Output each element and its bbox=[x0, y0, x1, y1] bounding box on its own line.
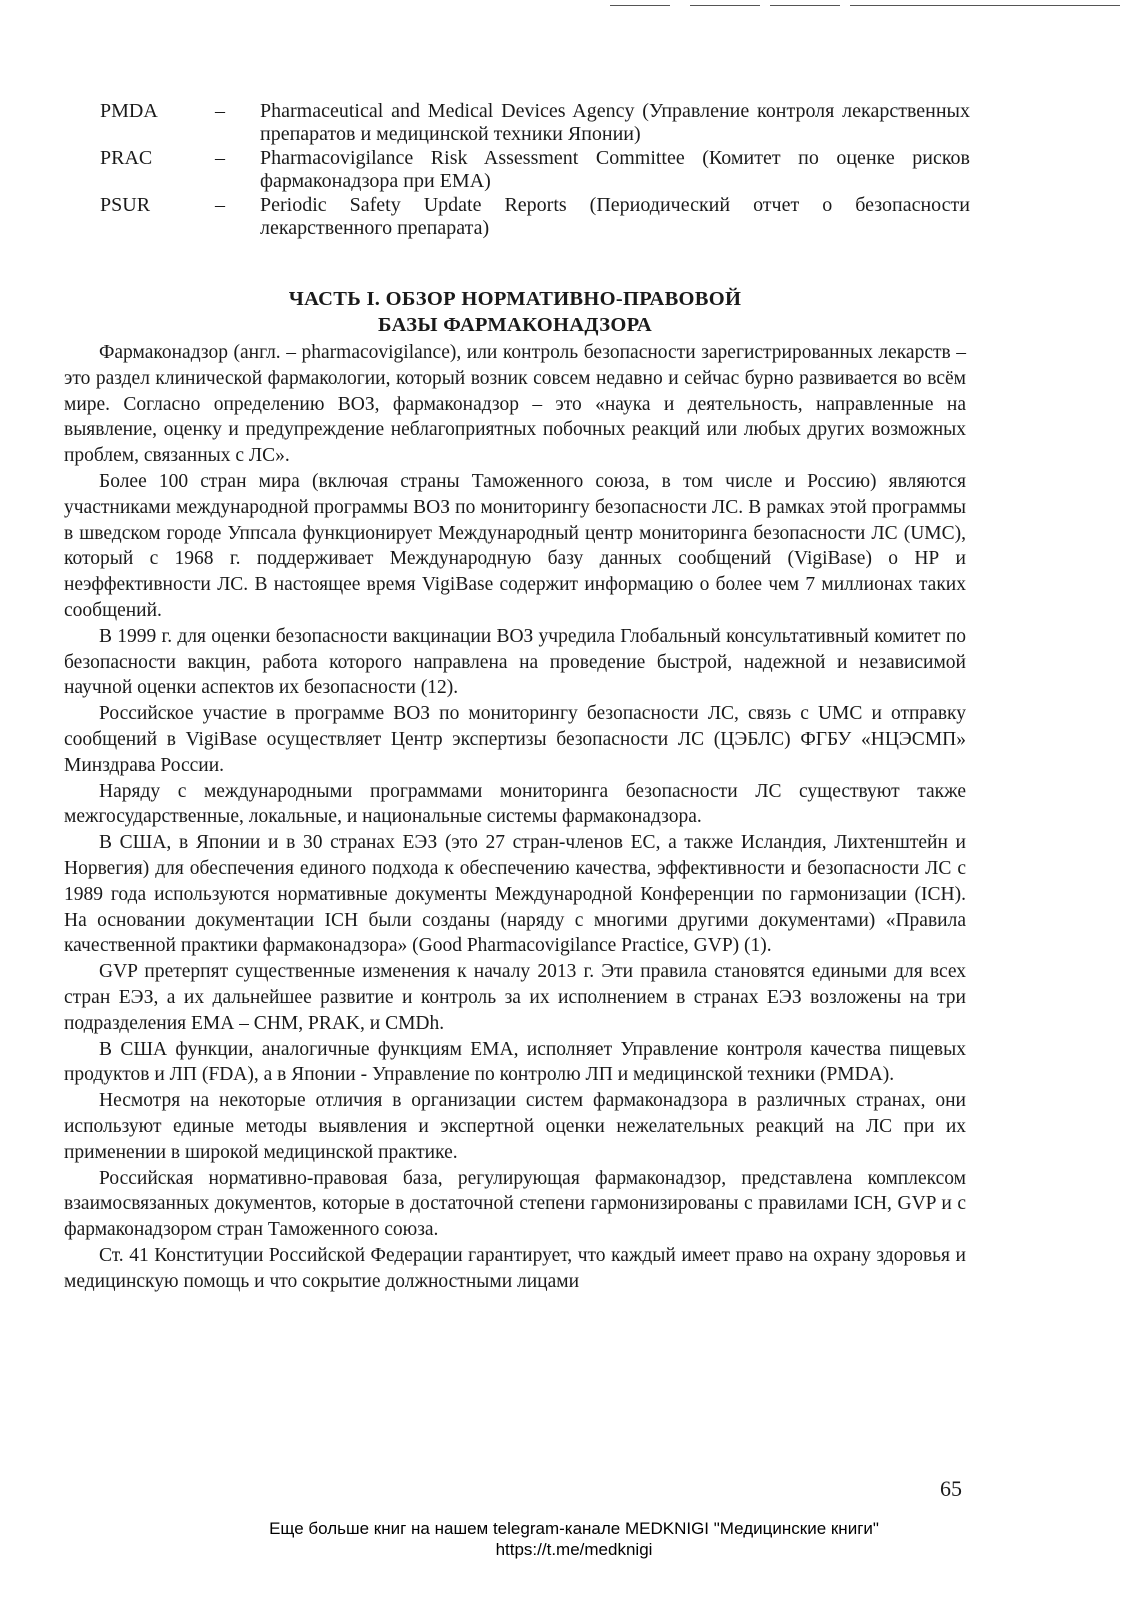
abbreviation: PMDA bbox=[100, 100, 158, 122]
top-rule bbox=[690, 5, 760, 6]
top-rule bbox=[610, 5, 670, 6]
paragraph: В США функции, аналогичные функциям ЕМА, исполняет Управление контроля качества пищевых продуктов и ЛП (FDA), а в Японии - Управление по контролю ЛП и медицинской техники (PMDA). bbox=[64, 1038, 966, 1086]
top-rule bbox=[770, 5, 840, 6]
abbreviation-definition: Pharmacovigilance Risk Assessment Committee (Комитет по оценке рисков фармаконадзора при ЕМА) bbox=[260, 147, 970, 192]
abbreviation-list bbox=[100, 100, 970, 241]
section-heading bbox=[0, 286, 1030, 338]
body-text bbox=[64, 340, 966, 1294]
paragraph: Несмотря на некоторые отличия в организации систем фармаконадзора в различных странах, они используют единые методы выявления и экспертной оценки нежелательных реакций на ЛС при их применении в широкой медицинской практике. bbox=[64, 1090, 966, 1163]
paragraph: Российское участие в программе ВОЗ по мониторингу безопасности ЛС, связь с UMC и отправку сообщений в VigiBase осуществляет Центр экспертизы безопасности ЛС (ЦЭБЛС) ФГБУ «НЦЭСМП» Минздрава России. bbox=[64, 703, 966, 776]
section-heading-line-2: БАЗЫ ФАРМАКОНАДЗОРА bbox=[378, 314, 652, 336]
abbreviation-entry bbox=[100, 194, 970, 240]
paragraph: Российская нормативно-правовая база, регулирующая фармаконадзор, представлена комплексом взаимосвязанных документов, которые в достаточной степени гармонизированы с правилами ICH, GVP и с фармаконадзором стран Таможенного союза. bbox=[64, 1167, 966, 1241]
abbreviation-definition: Periodic Safety Update Reports (Периодический отчет о безопасности лекарственного препарата) bbox=[260, 194, 970, 239]
abbreviation-entry bbox=[100, 100, 970, 146]
paragraph: Более 100 стран мира (включая страны Таможенного союза, в том числе и Россию) являются участниками международной программы ВОЗ по мониторингу безопасности ЛС. В рамках этой программы в шведском городе Уппсала функционирует Международный центр мониторинга безопасности ЛС (UMC), который с 1968 г. поддерживает Международную базу данных сообщений (VigiBase) о НР и неэффективности ЛС. В настоящее время VigiBase содержит информацию о более чем 7 миллионах таких сообщений. bbox=[64, 470, 966, 621]
section-heading-line-1: ЧАСТЬ I. ОБЗОР НОРМАТИВНО-ПРАВОВОЙ bbox=[288, 288, 742, 310]
footer-link[interactable]: https://t.me/medknigi bbox=[495, 1540, 653, 1559]
abbreviation: PSUR bbox=[100, 194, 151, 216]
abbreviation-dash: – bbox=[215, 194, 225, 216]
abbreviation-definition: Pharmaceutical and Medical Devices Agency (Управление контроля лекарственных препаратов и медицинской техники Японии) bbox=[260, 100, 970, 145]
paragraph: GVP претерпят существенные изменения к началу 2013 г. Эти правила становятся едиными для всех стран ЕЭЗ, а их дальнейшее развитие и контроль за их исполнением в странах ЕЭЗ возложены на три подразделения ЕМА – СНМ, PRAK, и CMDh. bbox=[64, 961, 966, 1034]
top-rule bbox=[850, 5, 1120, 6]
paragraph: Ст. 41 Конституции Российской Федерации гарантирует, что каждый имеет право на охрану здоровья и медицинскую помощь и что сокрытие должностными лицами bbox=[64, 1244, 966, 1292]
abbreviation-entry bbox=[100, 147, 970, 193]
paragraph: Наряду с международными программами мониторинга безопасности ЛС существуют также межгосударственные, локальные, и национальные системы фармаконадзора. bbox=[64, 780, 966, 828]
page-number: 65 bbox=[940, 1476, 962, 1501]
footer-text: Еще больше книг на нашем telegram-канале MEDKNIGI "Медицинские книги" bbox=[269, 1519, 879, 1538]
footer-promo bbox=[0, 1518, 1148, 1560]
abbreviation: PRAC bbox=[100, 147, 153, 169]
abbreviation-dash: – bbox=[215, 100, 225, 122]
paragraph: Фармаконадзор (англ. – pharmacovigilance), или контроль безопасности зарегистрированных лекарств – это раздел клинической фармакологии, который возник совсем недавно и сейчас бурно развивается во всём мире. Согласно определению ВОЗ, фармаконадзор – это «наука и деятельность, направленные на выявление, оценку и предупреждение неблагоприятных побочных реакций или любых других возможных проблем, связанных с ЛС». bbox=[64, 342, 966, 467]
abbreviation-dash: – bbox=[215, 147, 225, 169]
paragraph: В 1999 г. для оценки безопасности вакцинации ВОЗ учредила Глобальный консультативный комитет по безопасности вакцин, работа которого направлена на проведение быстрой, надежной и независимой научной оценки аспектов их безопасности (12). bbox=[64, 625, 966, 699]
paragraph: В США, в Японии и в 30 странах ЕЭЗ (это 27 стран-членов ЕС, а также Исландия, Лихтенштейн и Норвегия) для обеспечения единого подхода к обеспечению качества, эффективности и безопасности ЛС с 1989 года используются нормативные документы Международной Конференции по гармонизации (ICH). На основании документации ICH были созданы (наряду с многими другими документами) «Правила качественной практики фармаконадзора» (Good Pharmacovigilance Practice, GVP) (1). bbox=[64, 832, 966, 957]
